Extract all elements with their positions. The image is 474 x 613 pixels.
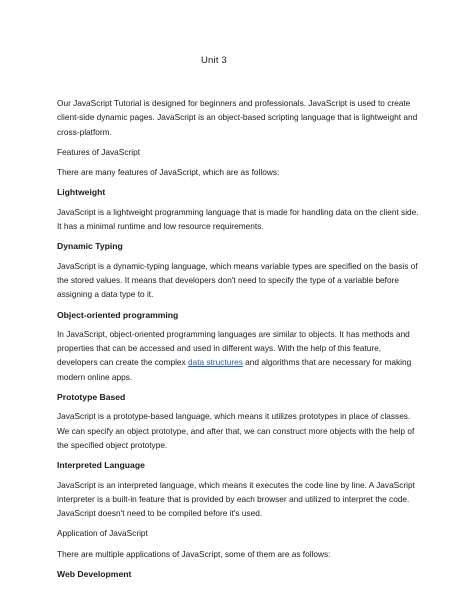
web-development-heading: Web Development xyxy=(57,569,132,580)
data-structures-link[interactable]: data structures xyxy=(187,357,243,368)
unit-title: Unit 3 xyxy=(201,55,228,66)
oop-body-after: and algorithms that are necessary for making modern online apps. xyxy=(57,357,412,382)
document-body xyxy=(57,96,423,586)
oop-body xyxy=(57,327,423,384)
interpreted-body: JavaScript is an interpreted language, which means it executes the code line by line. A JavaScript interpreter is a built-in feature that is provided by each browser and utilized to interpret the code. JavaScript doesn't need to be compiled before it's used. xyxy=(57,479,415,519)
lightweight-heading: Lightweight xyxy=(57,187,106,198)
dynamic-typing-heading: Dynamic Typing xyxy=(57,241,123,252)
prototype-body: JavaScript is a prototype-based language, which means it utilizes prototypes in place of classes. We can specify an object prototype, and after that, we can construct more objects with the help of the specified object prototype. xyxy=(57,411,415,450)
dynamic-typing-body: JavaScript is a dynamic-typing language, which means variable types are specified on the basis of the stored values. It means that developers don't need to specify the type of a variable before assigning a data type to it. xyxy=(57,260,418,300)
intro-paragraph: Our JavaScript Tutorial is designed for beginners and professionals. JavaScript is used to create client-side dynamic pages. JavaScript is an object-based scripting language that is lightweight and cross-platform. xyxy=(57,98,418,137)
application-heading: Application of JavaScript xyxy=(57,528,148,539)
prototype-heading: Prototype Based xyxy=(57,392,126,403)
features-heading: Features of JavaScript xyxy=(57,146,141,157)
application-intro: There are multiple applications of JavaScript, some of them are as follows: xyxy=(57,548,331,559)
oop-body-before: In JavaScript, object-oriented programming languages are similar to objects. It has methods and properties that can be accessed and used in different ways. With the help of this feature, developers can create the complex xyxy=(57,328,410,368)
oop-heading: Object-oriented programming xyxy=(57,309,179,320)
features-intro: There are many features of JavaScript, which are as follows: xyxy=(57,167,280,178)
interpreted-heading: Interpreted Language xyxy=(57,460,145,471)
lightweight-body: JavaScript is a lightweight programming language that is made for handling data on the client side. It has a minimal runtime and low resource requirements. xyxy=(57,206,419,232)
